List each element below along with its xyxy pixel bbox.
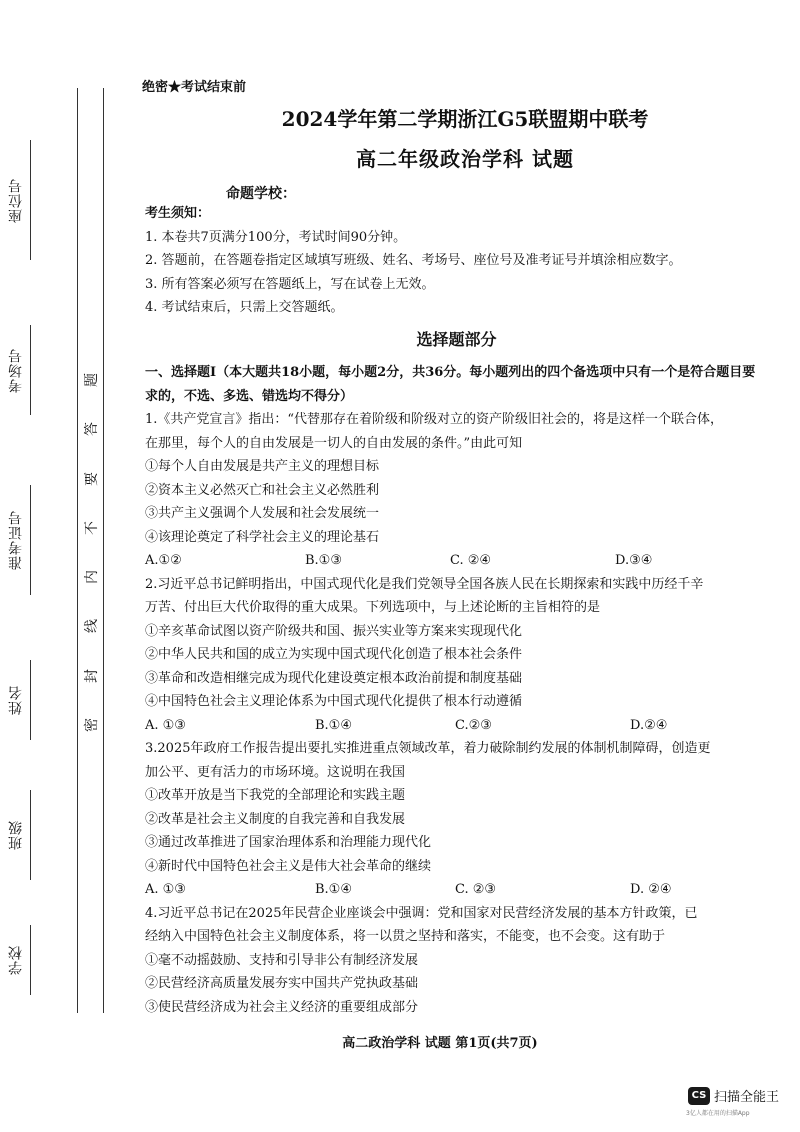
- notes-heading: 考生须知：: [145, 206, 211, 221]
- answer-options: [145, 549, 768, 573]
- scanner-slogan: 3亿人都在用的扫描App: [686, 1110, 750, 1117]
- field-seat-number: [6, 110, 72, 290]
- question-2: [145, 573, 768, 738]
- option-a: A.①②: [145, 553, 182, 568]
- camscanner-logo-icon: CS: [688, 1087, 710, 1105]
- scanner-name: 扫描全能王: [714, 1090, 780, 1105]
- option-c: C. ②③: [455, 882, 497, 897]
- candidate-notes: [145, 202, 768, 320]
- blank-line: [30, 325, 72, 415]
- field-label: 考场号: [8, 347, 24, 393]
- statement: ③通过改革推进了国家治理体系和治理能力现代化: [145, 835, 432, 850]
- field-label: 姓名: [8, 685, 24, 715]
- seal-char: 不: [84, 520, 100, 535]
- question-stem: 2.习近平总书记鲜明指出，中国式现代化是我们党领导全国各族人民在长期探索和实践中历经千辛: [145, 576, 704, 592]
- note-item: 3. 所有答案必须写在答题纸上，写在试卷上无效。: [145, 276, 435, 292]
- seal-char: 题: [84, 373, 100, 387]
- question-stem: 4.习近平总书记在2025年民营企业座谈会中强调：党和国家对民营经济发展的基本方针政策，已: [145, 905, 698, 921]
- statement: ③共产主义强调个人发展和社会发展统一: [145, 506, 380, 521]
- answer-options: [145, 714, 768, 738]
- field-school: [6, 910, 72, 1010]
- field-label: 准考证号: [8, 510, 24, 570]
- note-item: 4. 考试结束后，只需上交答题纸。: [145, 300, 344, 315]
- section-title: 选择题部分: [416, 330, 497, 349]
- binding-line-inner: [103, 88, 104, 1013]
- option-a: A. ①③: [145, 717, 186, 733]
- statement: ①辛亥革命试图以资产阶级共和国、振兴实业等方案来实现现代化: [145, 623, 523, 639]
- statement: ①改革开放是当下我党的全部理论和实践主题: [145, 788, 406, 803]
- section-heading: 一、选择题Ⅰ（本大题共18小题，每小题2分，共36分。每小题列出的四个备选项中只有一个是符合题目要求的，不选、多选、错选均不得分）: [145, 365, 756, 404]
- blank-line: [30, 660, 72, 740]
- option-b: B.①③: [305, 553, 342, 568]
- setter-school-label: 命题学校：: [226, 186, 296, 202]
- statement: ②资本主义必然灭亡和社会主义必然胜利: [145, 482, 380, 498]
- field-label: 座位号: [8, 177, 24, 223]
- option-d: D. ②④: [630, 882, 672, 897]
- question-stem: 经纳入中国特色社会主义制度体系，将一以贯之坚持和落实，不能变，也不会变。这有助于: [145, 929, 666, 944]
- question-4: [145, 902, 768, 1020]
- statement: ②改革是社会主义制度的自我完善和自我发展: [145, 811, 406, 827]
- option-a: A. ①③: [145, 882, 186, 897]
- seal-char: 答: [84, 422, 100, 437]
- question-stem: 加公平、更有活力的市场环境。这说明在我国: [145, 764, 406, 780]
- field-name: [6, 640, 72, 760]
- blank-line: [30, 925, 72, 995]
- field-label: 班级: [8, 820, 24, 850]
- statement: ①毫不动摇鼓励、支持和引导非公有制经济发展: [145, 952, 419, 968]
- secret-mark: 绝密★考试结束前: [142, 80, 247, 95]
- statement: ②民营经济高质量发展夯实中国共产党执政基础: [145, 976, 419, 991]
- statement: ②中华人民共和国的成立为实现中国式现代化创造了根本社会条件: [145, 647, 523, 662]
- binding-margin: [0, 0, 130, 1132]
- statement: ④中国特色社会主义理论体系为中国式现代化提供了根本行动遵循: [145, 694, 523, 709]
- question-3: [145, 737, 768, 902]
- seal-char: 线: [84, 619, 100, 634]
- seal-char: 密: [84, 717, 100, 732]
- field-room-number: [6, 300, 72, 440]
- seal-warning: [82, 370, 100, 735]
- option-c: C. ②④: [450, 553, 492, 568]
- question-stem: 1.《共产党宣言》指出：“代替那存在着阶级和阶级对立的资产阶级旧社会的，将是这样一个联合体，: [145, 412, 724, 427]
- option-c: C.②③: [455, 717, 492, 733]
- question-1: [145, 408, 768, 573]
- statement: ①每个人自由发展是共产主义的理想目标: [145, 459, 380, 474]
- question-stem: 万苦、付出巨大代价取得的重大成果。下列选项中，与上述论断的主旨相符的是: [145, 600, 601, 615]
- option-b: B.①④: [315, 882, 352, 897]
- field-class: [6, 770, 72, 900]
- blank-line: [30, 140, 72, 260]
- page-footer: 高二政治学科 试题 第1页(共7页): [342, 1036, 538, 1051]
- option-d: D.③④: [615, 553, 653, 568]
- statement: ④新时代中国特色社会主义是伟大社会革命的继续: [145, 858, 432, 874]
- seal-char: 要: [84, 471, 100, 486]
- option-d: D.②④: [630, 717, 668, 733]
- statement: ③使民营经济成为社会主义经济的重要组成部分: [145, 999, 419, 1015]
- seal-char: 内: [84, 570, 100, 585]
- exam-title: 2024学年第二学期浙江G5联盟期中联考: [281, 107, 649, 131]
- question-stem: 3.2025年政府工作报告提出要扎实推进重点领域改革，着力破除制约发展的体制机制障碍，创造更: [145, 741, 711, 756]
- field-admission-number: [6, 450, 72, 630]
- question-list: [145, 361, 768, 1019]
- note-item: 2. 答题前，在答题卷指定区域填写班级、姓名、考场号、座位号及准考证号并填涂相应数字。: [145, 253, 682, 268]
- option-b: B.①④: [315, 717, 352, 733]
- field-label: 学校: [8, 945, 24, 975]
- note-item: 1. 本卷共7页满分100分，考试时间90分钟。: [145, 229, 407, 245]
- question-stem: 在那里，每个人的自由发展是一切人的自由发展的条件。”由此可知: [145, 435, 523, 451]
- exam-subtitle: 高二年级政治学科 试题: [356, 147, 574, 171]
- seal-char: 封: [84, 668, 100, 683]
- statement: ③革命和改造相继完成为现代化建设奠定根本政治前提和制度基础: [145, 670, 523, 686]
- blank-line: [30, 485, 72, 595]
- answer-options: [145, 878, 768, 902]
- statement: ④该理论奠定了科学社会主义的理论基石: [145, 529, 380, 545]
- blank-line: [30, 790, 72, 880]
- binding-line-outer: [77, 88, 78, 1013]
- scanner-watermark: [688, 1086, 779, 1105]
